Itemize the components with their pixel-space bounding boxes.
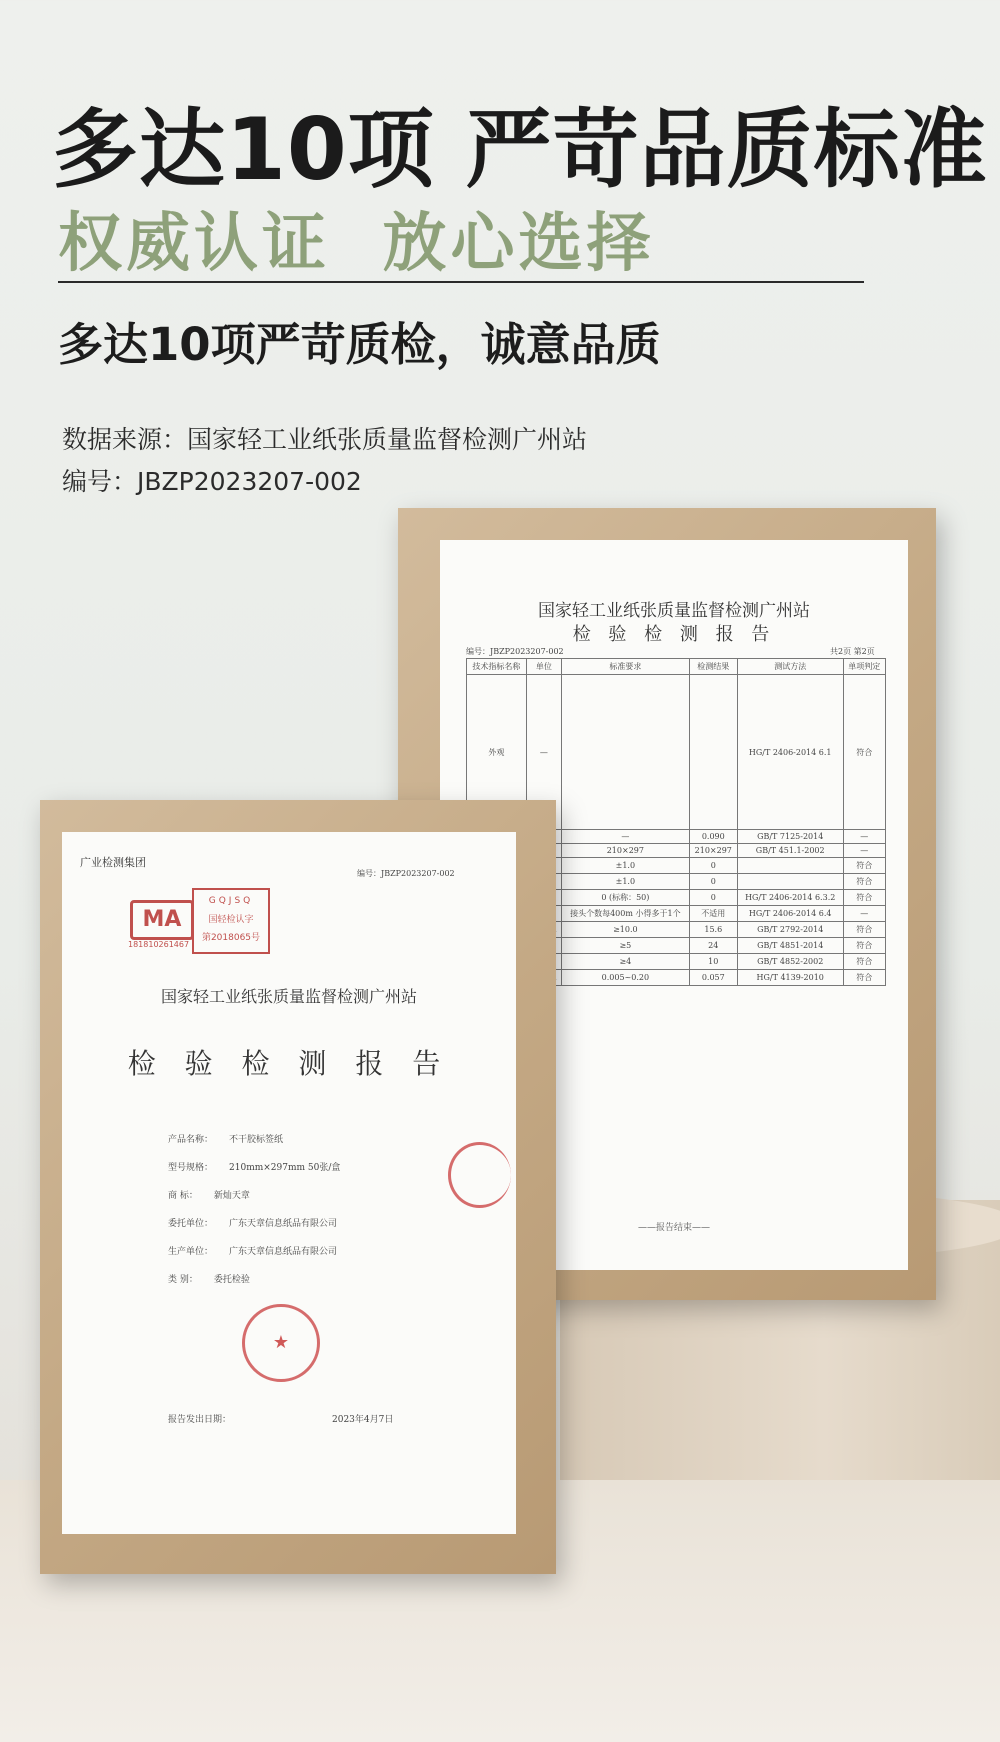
table-header-cell: 单项判定 (843, 659, 885, 675)
table-header-cell: 测试方法 (737, 659, 843, 675)
gqjsq-stamp (192, 888, 270, 954)
table-cell: 符合 (843, 675, 885, 830)
table-cell: 0 (标称：50) (561, 890, 689, 906)
table-cell: 0 (689, 890, 737, 906)
table-cell: 0 (689, 874, 737, 890)
table-header-cell: 单位 (526, 659, 561, 675)
report-field-key: 委托单位： (168, 1219, 214, 1229)
report-field (168, 1244, 337, 1257)
report-field-value: 新灿天章 (213, 1191, 250, 1201)
report-field (168, 1272, 250, 1285)
divider-line (58, 281, 864, 283)
report-field (168, 1132, 283, 1145)
report-field-value: 不干胶标签纸 (229, 1135, 284, 1145)
report-field (168, 1188, 250, 1201)
data-source-line: 数据来源：国家轻工业纸张质量监督检测广州站 (62, 425, 588, 454)
back-report-title: 检 验 检 测 报 告 (572, 624, 776, 645)
table-cell: 外观 (467, 675, 527, 830)
table-cell (737, 858, 843, 874)
headline: 多达10项 严苛品质标准 (52, 100, 988, 200)
table-cell: 符合 (843, 922, 885, 938)
table-cell: GB/T 4852-2002 (737, 954, 843, 970)
gqjsq-line2: 第2018065号 (201, 933, 261, 943)
report-number-line: 编号：JBZP2023207-002 (62, 467, 362, 496)
front-report-institution: 国家轻工业纸张质量监督检测广州站 (160, 987, 417, 1006)
report-field-key: 商 标： (168, 1191, 198, 1201)
table-cell: 10 (689, 954, 737, 970)
table-cell: ≥10.0 (561, 922, 689, 938)
table-header-cell: 技术指标名称 (467, 659, 527, 675)
table-header-cell: 检测结果 (689, 659, 737, 675)
table-cell: GB/T 451.1-2002 (737, 844, 843, 858)
report-field-value: 委托检验 (213, 1275, 250, 1285)
table-cell: ±1.0 (561, 858, 689, 874)
report-date: 2023年4月7日 (332, 1415, 394, 1425)
table-cell (737, 874, 843, 890)
table-header-cell: 标准要求 (561, 659, 689, 675)
report-field (168, 1216, 337, 1229)
back-report-number: 编号：JBZP2023207-002 (466, 647, 564, 656)
table-cell: 符合 (843, 890, 885, 906)
table-cell: GB/T 4851-2014 (737, 938, 843, 954)
table-cell: 210×297 (561, 844, 689, 858)
edge-seal (448, 1142, 511, 1208)
table-cell: 符合 (843, 938, 885, 954)
front-report-paper (62, 832, 516, 1534)
table-cell: — (843, 906, 885, 922)
report-field-value: 广东天章信息纸品有限公司 (229, 1247, 338, 1257)
front-report-title: 检 验 检 测 报 告 (127, 1047, 451, 1080)
table-cell: — (843, 830, 885, 844)
table-cell: 0 (689, 858, 737, 874)
table-cell: 0.090 (689, 830, 737, 844)
table-cell: ≥4 (561, 954, 689, 970)
gqjsq-label: GQJSQ (208, 896, 254, 906)
report-field (168, 1160, 340, 1173)
table-cell: 符合 (843, 858, 885, 874)
table-cell: 符合 (843, 970, 885, 986)
table-cell: — (526, 675, 561, 830)
cma-stamp: MA (130, 900, 194, 940)
group-logo: 广业检测集团 (80, 856, 146, 869)
report-field-key: 类 别： (168, 1275, 198, 1285)
official-seal: ★ (242, 1304, 320, 1382)
table-cell: 210×297 (689, 844, 737, 858)
table-cell: HG/T 4139-2010 (737, 970, 843, 986)
table-cell: 0.057 (689, 970, 737, 986)
table-cell: 符合 (843, 954, 885, 970)
table-cell: HG/T 2406-2014 6.3.2 (737, 890, 843, 906)
table-cell: 15.6 (689, 922, 737, 938)
table-cell: 不适用 (689, 906, 737, 922)
back-report-footer: ——报告结束—— (637, 1223, 710, 1233)
table-cell: ≥5 (561, 938, 689, 954)
table-cell: 符合 (843, 874, 885, 890)
subline: 权威认证 放心选择 (58, 207, 655, 281)
table-cell: GB/T 7125-2014 (737, 830, 843, 844)
table-cell: HG/T 2406-2014 6.1 (737, 675, 843, 830)
report-field-key: 生产单位： (168, 1247, 214, 1257)
tagline: 多达10项严苛质检，诚意品质 (58, 318, 661, 371)
front-certificate-frame (40, 800, 556, 1574)
table-cell: 0.005~0.20 (561, 970, 689, 986)
table-cell: 24 (689, 938, 737, 954)
report-date-label: 报告发出日期： (168, 1415, 232, 1425)
report-field-key: 产品名称： (168, 1135, 214, 1145)
report-field-value: 广东天章信息纸品有限公司 (229, 1219, 338, 1229)
table-cell (689, 675, 737, 830)
table-cell: 接头个数每400m 小得多于1个 (561, 906, 689, 922)
table-cell (561, 675, 689, 830)
cma-number: 181810261467 (128, 940, 190, 949)
table-cell: ±1.0 (561, 874, 689, 890)
table-cell: — (561, 830, 689, 844)
gqjsq-line1: 国轻检认字 (208, 915, 254, 925)
back-report-institution: 国家轻工业纸张质量监督检测广州站 (538, 601, 810, 621)
table-cell: GB/T 2792-2014 (737, 922, 843, 938)
front-report-number: 编号：JBZP2023207-002 (357, 869, 455, 878)
report-field-key: 型号规格： (168, 1163, 214, 1173)
back-report-page: 共2页 第2页 (830, 647, 875, 656)
report-field-value: 210mm×297mm 50张/盒 (229, 1163, 341, 1173)
table-cell: HG/T 2406-2014 6.4 (737, 906, 843, 922)
table-cell: — (843, 844, 885, 858)
